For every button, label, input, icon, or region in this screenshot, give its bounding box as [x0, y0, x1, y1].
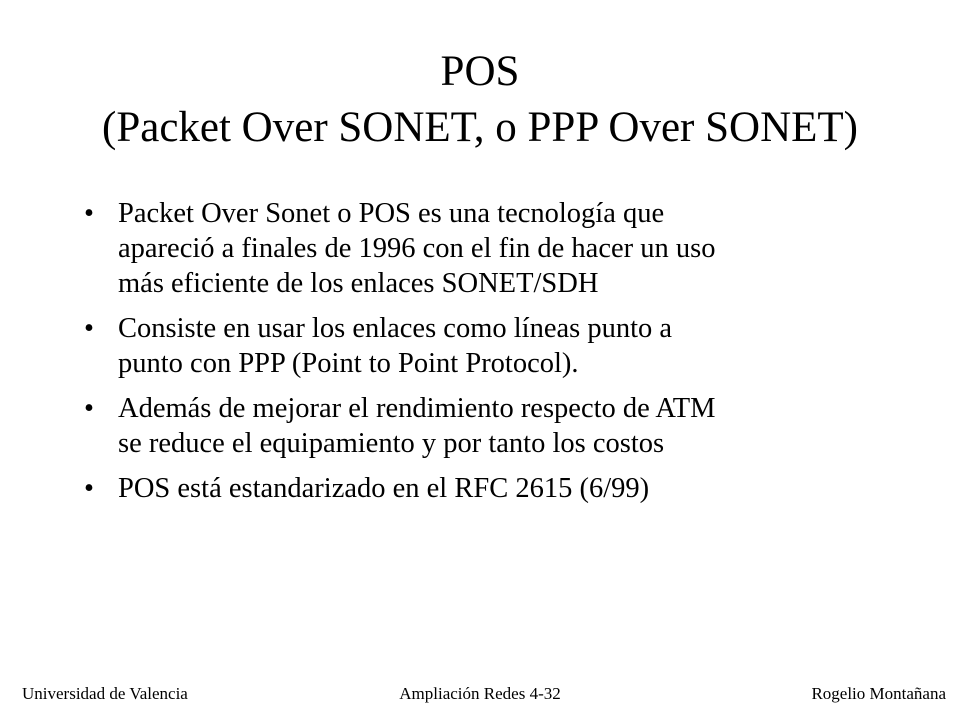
bullet-item — [84, 196, 884, 301]
bullet-text-line: POS está estandarizado en el RFC 2615 (6/99) — [118, 473, 650, 504]
bullet-text-line: Packet Over Sonet o POS es una tecnología que — [118, 198, 665, 229]
bullet-text-line: Consiste en usar los enlaces como líneas punto a — [118, 313, 673, 344]
bullet-item — [84, 471, 884, 506]
bullet-list — [84, 196, 884, 516]
bullet-text-line: punto con PPP (Point to Point Protocol). — [118, 348, 579, 379]
footer-institution: Universidad de Valencia — [22, 684, 188, 703]
slide-title-line-2: (Packet Over SONET, o PPP Over SONET) — [102, 104, 858, 151]
slide-title-line-1: POS — [440, 48, 520, 95]
bullet-icon: • — [84, 473, 94, 504]
bullet-icon: • — [84, 198, 94, 229]
bullet-text-line: se reduce el equipamiento y por tanto los costos — [118, 428, 665, 459]
bullet-icon: • — [84, 393, 94, 424]
bullet-item — [84, 391, 884, 461]
slide-title — [0, 44, 960, 156]
bullet-text-line: Además de mejorar el rendimiento respecto de ATM — [118, 393, 716, 424]
bullet-text-line: apareció a finales de 1996 con el fin de hacer un uso — [118, 233, 716, 264]
footer-course-page: Ampliación Redes 4-32 — [399, 684, 561, 703]
bullet-text-line: más eficiente de los enlaces SONET/SDH — [118, 268, 599, 299]
footer-author: Rogelio Montañana — [811, 684, 946, 703]
bullet-icon: • — [84, 313, 94, 344]
bullet-item — [84, 311, 884, 381]
